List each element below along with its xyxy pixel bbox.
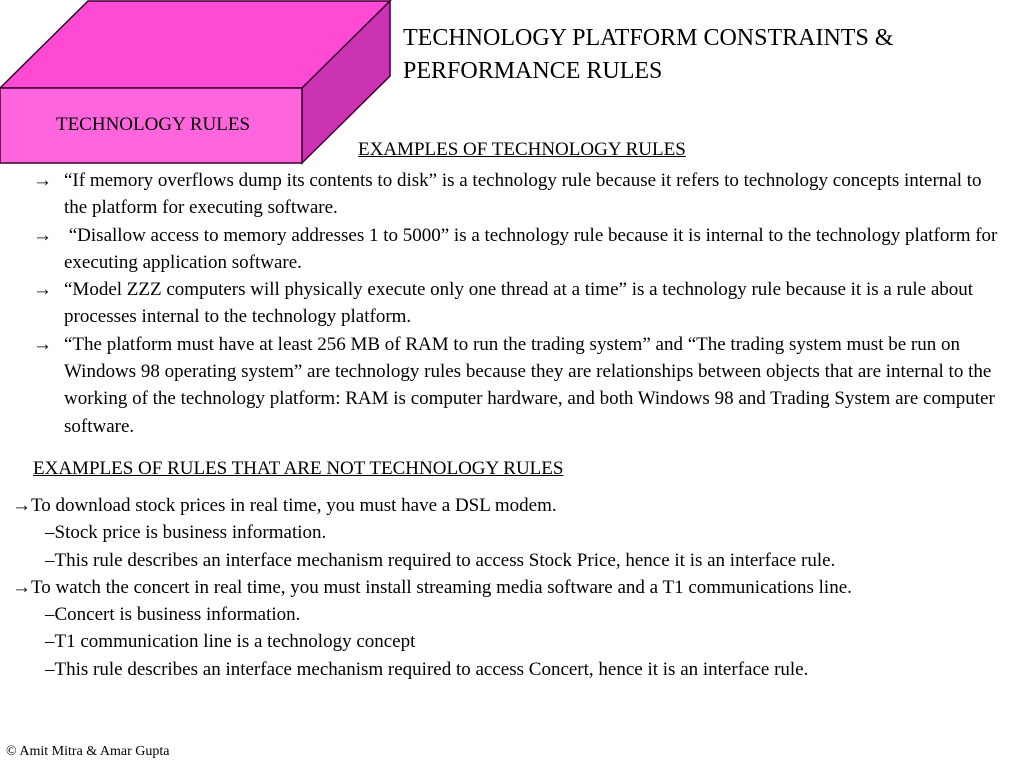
- box-label: TECHNOLOGY RULES: [55, 114, 251, 135]
- sub-item: –Concert is business information.: [45, 604, 301, 626]
- list-item-text: “The platform must have at least 256 MB of RAM to run the trading system” and “The trading system must be run on Windows 98 operating system” are technology rules because they are relationships between objects that are internal to the working of the technology platform: RAM is computer hardware, and both Windows 98 and Trading System are computer software.: [64, 333, 995, 437]
- arrow-right-icon: →: [12, 495, 31, 516]
- list-item-text: To watch the concert in real time, you must install streaming media software and a T1 communications line.: [31, 576, 852, 598]
- sub-item: –Stock price is business information.: [45, 522, 327, 544]
- title-line-2: PERFORMANCE RULES: [403, 58, 663, 84]
- list-item: [12, 574, 1007, 601]
- non-tech-examples-list: [12, 492, 1007, 683]
- list-item: [12, 492, 1007, 519]
- technology-rules-box: [0, 0, 400, 170]
- list-item: [33, 167, 1008, 222]
- title-line-1: TECHNOLOGY PLATFORM CONSTRAINTS &: [403, 25, 894, 51]
- slide-title: [403, 22, 1013, 88]
- list-item-text: “If memory overflows dump its contents to disk” is a technology rule because it refers to technology concepts internal to the platform for executing software.: [64, 170, 982, 219]
- list-item: [33, 331, 1008, 440]
- arrow-right-icon: →: [33, 333, 52, 355]
- sub-item: –This rule describes an interface mechanism required to access Concert, hence it is an interface rule.: [45, 658, 809, 680]
- sub-item: –This rule describes an interface mechanism required to access Stock Price, hence it is an interface rule.: [45, 549, 836, 571]
- tech-examples-heading: EXAMPLES OF TECHNOLOGY RULES: [358, 139, 686, 160]
- sub-item: –T1 communication line is a technology concept: [45, 631, 416, 653]
- list-item-text: To download stock prices in real time, you must have a DSL modem.: [31, 495, 557, 516]
- list-item: [33, 276, 1008, 331]
- tech-examples-list: [33, 167, 1008, 440]
- arrow-right-icon: →: [33, 224, 52, 246]
- list-item: [33, 222, 1008, 277]
- arrow-right-icon: →: [33, 279, 52, 301]
- list-item-text: “Model ZZZ computers will physically execute only one thread at a time” is a technology rule because it is a rule about processes internal to the technology platform.: [64, 279, 974, 328]
- arrow-right-icon: →: [33, 170, 52, 191]
- list-item-text: “Disallow access to memory addresses 1 to 5000” is a technology rule because it is internal to the technology platform for executing application software.: [64, 224, 1003, 273]
- arrow-right-icon: →: [12, 576, 31, 598]
- copyright-footer: © Amit Mitra & Amar Gupta: [6, 744, 170, 759]
- non-tech-examples-heading: EXAMPLES OF RULES THAT ARE NOT TECHNOLOGY RULES: [33, 458, 564, 479]
